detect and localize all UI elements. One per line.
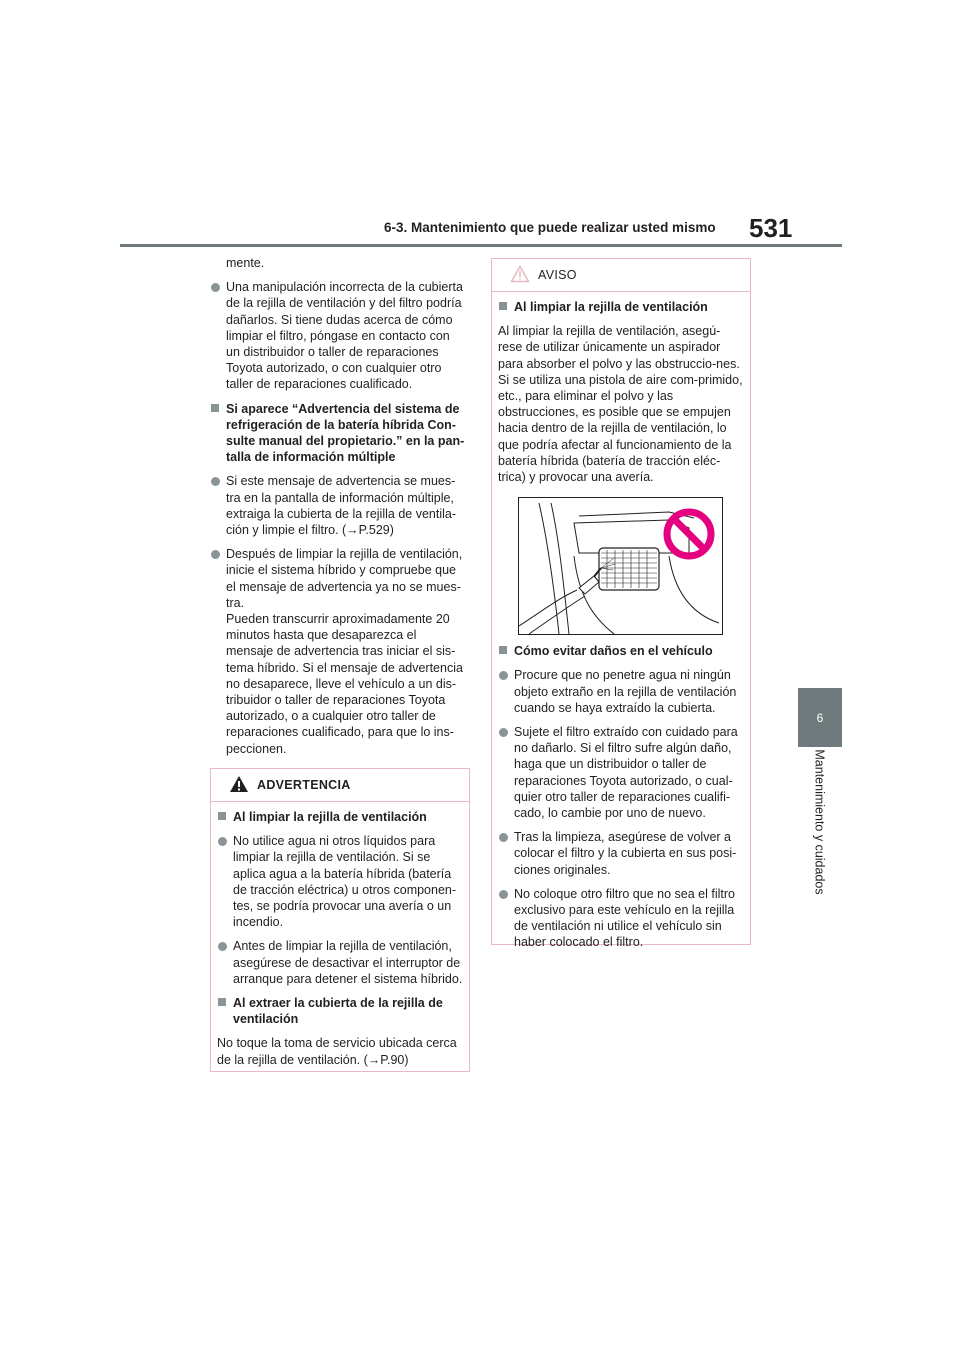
list-item: [498, 724, 744, 821]
continuation-text: mente.: [226, 256, 265, 270]
bullet-text: Después de limpiar la rejilla de ventilación, inicie el sistema híbrido y compruebe que el mensaje de advertencia ya no se mues-tra.: [226, 547, 463, 610]
square-bullet-icon: [499, 302, 507, 310]
warning-triangle-icon: [229, 775, 249, 793]
square-bullet-icon: [218, 812, 226, 820]
heading-text: Al extraer la cubierta de la rejilla de ventilación: [233, 996, 443, 1027]
heading-text: Si aparece “Advertencia del sistema de refrigeración de la batería híbrida Con-sulte manual del propietario.” en la pan-talla de información múltiple: [226, 401, 465, 465]
section-title: 6-3. Mantenimiento que puede realizar usted mismo: [384, 220, 716, 235]
heading-text: Al limpiar la rejilla de ventilación: [514, 300, 708, 314]
bullet-icon: [211, 283, 220, 292]
page-number: 531: [749, 213, 793, 243]
square-bullet-icon: [499, 646, 507, 654]
chapter-name-label: Mantenimiento y cuidados: [813, 749, 828, 895]
list-item: [498, 829, 744, 878]
paragraph: Al limpiar la rejilla de ventilación, asegú-rese de utilizar únicamente un aspirador para absorber el polvo y las obstruccio-nes. Si se utiliza una pistola de aire com-primido, etc., para eliminar el polvo y las obstrucciones, es posible que se empujen hacia dentro de la rejilla de ventilación, lo que podría afectar al funcionamiento de la batería híbrida (batería de tracción eléc-trica) y provocar una avería.: [498, 324, 743, 485]
square-bullet-icon: [211, 404, 219, 412]
caution-header: [492, 259, 750, 292]
chapter-number: 6: [816, 710, 824, 725]
list-item: [210, 473, 466, 538]
list-item: [210, 279, 466, 392]
bullet-text: Sujete el filtro extraído con cuidado para no dañarlo. Si el filtro sufre algún daño, haga que un distribuidor o taller de reparaciones Toyota autorizado, o cual-quier otro taller de reparaciones cualifi-cado, lo cambie por uno de nuevo.: [514, 725, 738, 821]
bullet-icon: [211, 477, 220, 486]
list-item: [498, 886, 744, 951]
bullet-icon: [218, 942, 227, 951]
bullet-icon: [211, 550, 220, 559]
bullet-icon: [499, 833, 508, 842]
warning-title: ADVERTENCIA: [257, 778, 351, 792]
bullet-text: No utilice agua ni otros líquidos para limpiar la rejilla de ventilación. Si se aplica agua a la batería híbrida (batería de tracción eléctrica) u otros componen-tes, se podría provocar una avería o un incendio.: [233, 834, 457, 930]
caution-box: [491, 258, 751, 950]
bullet-text: No coloque otro filtro que no sea el filtro exclusivo para este vehículo en la rejilla de ventilación ni utilice el vehículo sin haber colocado el filtro.: [514, 886, 735, 950]
bullet-text: Procure que no penetre agua ni ningún objeto extraño en la rejilla de ventilación cuando se haya extraído la cubierta.: [514, 668, 737, 715]
vent-grille-drawing: [519, 498, 722, 634]
list-item: [217, 938, 463, 987]
list-item: [217, 833, 463, 930]
section-heading: [498, 299, 744, 315]
caution-title: AVISO: [538, 268, 577, 282]
list-item: [210, 546, 466, 757]
section-heading: [217, 809, 463, 825]
paragraph: No toque la toma de servicio ubicada cerca de la rejilla de ventilación. (→P.90): [217, 1036, 457, 1067]
chapter-tab: [798, 688, 842, 747]
warning-header: [211, 769, 469, 802]
bullet-text: Tras la limpieza, asegúrese de volver a colocar el filtro y la cubierta en sus posi-ciones originales.: [514, 830, 737, 877]
bullet-icon: [499, 671, 508, 680]
left-column: [210, 255, 466, 765]
chapter-name-vertical: [798, 749, 842, 895]
list-item: [498, 667, 744, 716]
section-heading: [498, 643, 744, 659]
section-heading: [217, 995, 463, 1027]
caution-triangle-icon: [510, 265, 530, 283]
heading-text: Cómo evitar daños en el vehículo: [514, 644, 713, 659]
caution-body: [492, 292, 750, 965]
bullet-text: Si este mensaje de advertencia se mues-tra en la pantalla de información múltiple, extraiga la cubierta de la rejilla de ventila-ción y limpie el filtro. (→P.529): [226, 474, 456, 538]
bullet-icon: [499, 728, 508, 737]
warning-box: [210, 768, 470, 1072]
bullet-icon: [499, 890, 508, 899]
bullet-icon: [218, 837, 227, 846]
square-bullet-icon: [218, 998, 226, 1006]
warning-body: [211, 802, 469, 1082]
bullet-text-continued: Pueden transcurrir aproximadamente 20 minutos hasta que desaparezca el mensaje de advertencia tras iniciar el sis-tema híbrido. Si el mensaje de advertencia no desaparece, lleve el vehículo a un dis-tribuidor o taller de reparaciones Toyota autorizado, o a cualquier otro taller de reparaciones cualificado, para que lo ins-peccionen.: [226, 612, 463, 756]
vent-cleaning-illustration: [518, 497, 723, 635]
bullet-text: Antes de limpiar la rejilla de ventilación, asegúrese de desactivar el interruptor de arranque para detener el sistema híbrido.: [233, 939, 463, 986]
header-divider: [120, 244, 842, 247]
section-heading: [210, 401, 466, 466]
bullet-text: Una manipulación incorrecta de la cubierta de la rejilla de ventilación y del filtro podría dañarlos. Si tiene dudas acerca de cómo limpiar el filtro, póngase en contacto con un distribuidor o taller de reparaciones Toyota autorizado, o con cualquier otro taller de reparaciones cualificado.: [226, 280, 463, 392]
heading-text: Al limpiar la rejilla de ventilación: [233, 810, 427, 824]
